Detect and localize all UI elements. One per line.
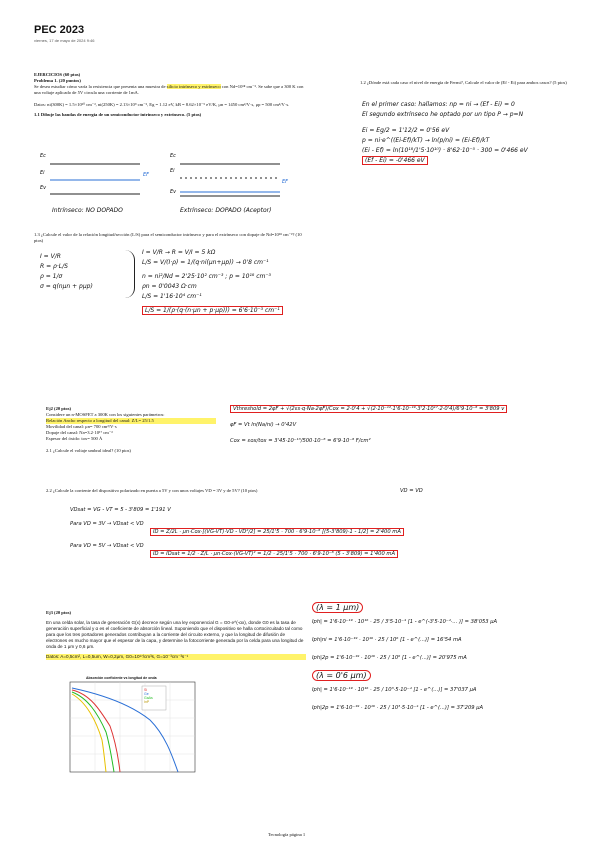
question-1-2: 1.2 ¿Dónde está cada caso el nivel de energía de Fermi?, Calcule el valor de (Ef - Ei) para ambos casos? (5 ptos) xyxy=(360,80,567,85)
iph-5: Iph|2p = 1'6·10⁻¹⁹ · 10¹⁶ · 25 / 10³·5·10⁻⁴ [1 - e^(...)] = 37'209 μA xyxy=(312,705,484,711)
hw12-line3: Ei = Eg/2 = 1'12/2 = 0'56 eV xyxy=(362,127,450,134)
intro-text-a: Se desea estudiar cómo varía la resistencia que presenta una muestra de xyxy=(34,84,166,89)
ej2-text5: Espesor del óxido: tox= 500 Å xyxy=(46,436,103,441)
answer-2-1 xyxy=(230,405,592,445)
case-vd3: Para VD = 3V → VDsat < VD xyxy=(70,521,144,527)
vsat-line: VDsat = VG - VT = 5 - 3'809 = 1'191 V xyxy=(70,507,171,513)
hw13-result: L/S = 1/(ρ·(q·(n·μn + p·μp))) = 6'6·10⁻³ cm⁻¹ xyxy=(142,306,283,315)
ej2-text4: Dopaje del canal: Na=3.2·10¹⁷ cm⁻³ xyxy=(46,430,113,435)
answer-2-2 xyxy=(70,506,590,558)
legend-gaas: GaAs xyxy=(144,696,153,700)
cox-formula: Cox = εox/tox = 3'45·10⁻¹³/500·10⁻⁸ = 6'9·10⁻⁸ F/cm² xyxy=(230,438,371,444)
brace xyxy=(124,250,135,298)
page-date: viernes, 17 de mayo de 2024 9:46 xyxy=(34,38,95,43)
hw13-left3: ρ = 1/σ xyxy=(40,273,63,280)
hw13-r4: ρn = 0'0043 Ω·cm xyxy=(142,283,197,290)
hw13-r1: I = V/R → R = V/I = 5 kΩ xyxy=(142,249,216,256)
iph-2: Iph|ni = 1'6·10⁻¹⁹ · 10¹⁶ · 25 / 10⁶ [1 - e^(...)] = 16'54 mA xyxy=(312,637,462,643)
iph-4: Iph| = 1'6·10⁻¹⁹ · 10¹⁶ · 25 / 10³·5·10⁻⁴ [1 - e^(...)] = 37'037 μA xyxy=(312,687,477,693)
lambda2-heading: (λ = 0'6 μm) xyxy=(312,670,371,681)
ej3-title: Ej3 (20 ptos) xyxy=(46,610,72,615)
ei-label-left: Ei xyxy=(40,170,45,176)
ec-label-left: Ec xyxy=(40,153,46,159)
case-vd5: Para VD = 5V → VDsat < VD xyxy=(70,543,144,549)
ej2-text3: Movilidad del canal: μn= 700 cm²/V·s xyxy=(46,424,117,429)
hw13-left2: R = ρ·L/S xyxy=(40,263,68,270)
ec-label-right: Ec xyxy=(170,153,176,159)
lambda1-heading: (λ = 1 μm) xyxy=(312,602,363,613)
iph-1: Iph| = 1'6·10⁻¹⁹ · 10¹⁶ · 25 / 3'5·10⁻⁴ [1 - e^(-3'5·10⁻⁴·... )] = 38'053 μA xyxy=(312,619,498,625)
ej2-text1: Considere un n-MOSFET a 300K con los siguientes parámetros: xyxy=(46,412,165,417)
chart-title: Absorción coeficiente vs longitud de onda xyxy=(86,676,157,680)
vd-note: VD = VD xyxy=(400,488,423,494)
problem1-heading: Problema 1. (20 puntos) xyxy=(34,78,81,83)
intrinsic-caption: Intrínseco: NO DOPADO xyxy=(52,207,123,214)
answer-3 xyxy=(312,604,596,712)
hw12-line4: p = ni·e^((Ei-Ef)/kT) → ln(p/ni) = (Ei-Ef)/kT xyxy=(362,137,490,144)
hw12-line1: En el primer caso: hallamos: np = ni → (Ef - Ei) = 0 xyxy=(362,101,515,108)
ej2-title: Ej2 (20 ptos) xyxy=(46,406,72,411)
hw12-line5: (Ei - Ef) = ln(10¹⁸/1'5·10¹⁰) · 8'62·10⁻⁵ · 300 = 0'466 eV xyxy=(362,147,528,154)
intro-highlight: silicio intrínseco y extrínseco xyxy=(166,84,221,89)
problem1-data: Datos: ni(300K) = 1.5×10¹⁰ cm⁻³, ni(250K) = 2.13×10⁹ cm⁻³, Eg = 1.12 eV, kB = 8.62×10⁻⁵ eV/K, μn = 1450 cm²/V·s, μp = 500 cm²/V·s. xyxy=(34,102,290,107)
problem1-intro xyxy=(34,84,304,96)
id-vd5: ID = IDsat = 1/2 · Z/L · μn·Cox·(VG-VT)² = 1/2 · 25/1'5 · 700 · 6'9·10⁻⁸ (5 - 3'809) = 1'400 mA xyxy=(150,550,398,558)
ej3-block xyxy=(46,610,306,660)
legend-ge: Ge xyxy=(144,692,149,696)
question-2-2: 2.2 ¿Calcule la corriente del dispositivo polarizado en puerta a 5V y con unos voltajes VD = 3V y de 5V? (10 ptos) xyxy=(46,488,258,493)
page-title: PEC 2023 xyxy=(34,24,85,36)
exercises-heading: EJERCICIOS (60 ptos) xyxy=(34,72,81,77)
hw13-left4: σ = q(nμn + pμp) xyxy=(40,283,93,290)
ev-label-right: Ev xyxy=(170,189,177,195)
band-diagrams xyxy=(40,150,290,230)
page-footer: Tecnología página 1 xyxy=(268,832,306,837)
question-1-1: 1.1 Dibuje las bandas de energía de un semiconductor intrínseco y extrínseco. (5 ptos) xyxy=(34,112,202,117)
id-vd3: ID = Z/2L · μn·Cox·[(VG-VT)·VD - VD²/2] = 25/1'5 · 700 · 6'9·10⁻⁸ [(5-3'809)·1 - 1/2] = 2'400 mA xyxy=(150,528,404,536)
hw13-r3: n = ni²/Nd = 2'25·10² cm⁻³ ; p = 10¹⁸ cm⁻³ xyxy=(142,273,271,280)
ej3-body: En una celda solar, la tasa de generación G(x) decrece según una ley exponencial G = G0·e^(-αx), donde G0 es la tasa de generación superficial y α es el coeficiente de absorción lineal. Suponiendo que el dispositivo se halla cortocircuitado tal como para que los tres portadores generados contribuyan a la corriente del circuito externo, y que la longitud de difusión de electrones es mucho mayor que el espesor de la capa, y determine la fotocorriente generada por la celda para una longitud de onda de 1 μm y 0,6 μm. xyxy=(46,620,304,649)
answer-1-3 xyxy=(142,248,442,316)
answer-1-2 xyxy=(362,100,594,166)
ei-label-right: Ei xyxy=(170,168,175,174)
ef-label-right: EF xyxy=(282,179,289,185)
legend-si: Si xyxy=(144,688,148,692)
hw12-line2: El segundo extrínseco he optado por un tipo P → p=N xyxy=(362,111,524,118)
iph-3: Iph|2p = 1'6·10⁻¹⁹ · 10¹⁶ · 25 / 10⁶ [1 - e^(...)] = 20'975 mA xyxy=(312,655,467,661)
absorption-chart xyxy=(60,680,200,780)
hw13-r5: L/S = 1'16·10⁴ cm⁻¹ xyxy=(142,293,202,300)
ej2-text2: Relación Ancho respecto a longitud del canal: Z/L= 25/1.5 xyxy=(46,418,216,424)
ef-label-left: EF xyxy=(143,172,150,178)
ev-label-left: Ev xyxy=(40,185,47,191)
chart-legend xyxy=(144,688,153,704)
hw13-left1: I = V/R xyxy=(40,253,61,260)
legend-inp: InP xyxy=(144,700,150,704)
vt-formula: Vthreshold = 2φF + √(2εs·q·Na·2φF)/Cox = 2·0'4 + √(2·10⁻¹²·1'6·10⁻¹⁹·3'2·10¹⁷·2·0'4)/6'9·10⁻⁸ = 3'809 v xyxy=(230,405,507,413)
question-1-3: 1.3 ¿Calcule el valor de la relación longitud/sección (L/S) para el semiconductor intrínseco y para el extrínseco con dopaje de Nd=10¹⁸ cm⁻³? (10 ptos) xyxy=(34,232,302,243)
question-2-1: 2.1 ¿Calcule el voltaje umbral ideal? (10 ptos) xyxy=(46,448,131,453)
ej2-block xyxy=(46,406,216,454)
formulas-1-3 xyxy=(40,252,120,292)
ej3-data: Datos: A=0,5cm², L=0,5um, W=0,2μm, G0=10¹⁷/cm³s, G=10⁻³cm⁻³s⁻¹ xyxy=(46,654,306,660)
extrinsic-caption: Extrínseco: DOPADO (Aceptor) xyxy=(180,207,272,214)
intro-text-b: con Nd=10¹⁸ cm⁻³. Se sabe que a 300 K con una voltaje aplicado de 5V circula una corriente de 1mA. xyxy=(34,84,304,95)
hw12-result: (Ef - Ei) = -0'466 eV xyxy=(362,156,428,165)
chart-frame xyxy=(70,682,195,772)
hw13-r2: L/S = V/(I·ρ) = 1/(q·ni(μn+μp)) → 0'8 cm⁻¹ xyxy=(142,259,269,266)
exercises-block xyxy=(34,72,304,118)
phi-formula: φF = Vt ln(Na/ni) → 0'42V xyxy=(230,422,297,428)
